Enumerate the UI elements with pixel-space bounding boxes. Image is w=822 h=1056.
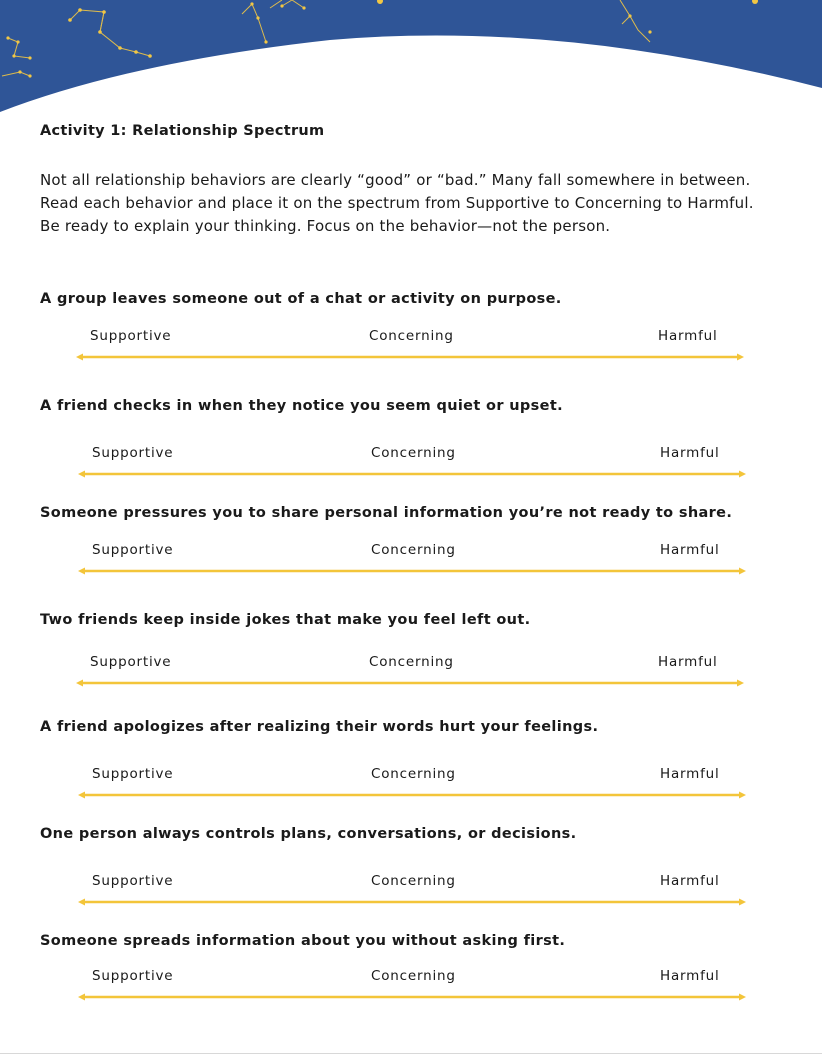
header-banner xyxy=(0,0,822,130)
label-harmful: Harmful xyxy=(658,328,718,344)
label-supportive: Supportive xyxy=(92,445,174,461)
behavior-statement: Someone pressures you to share personal information you’re not ready to share. xyxy=(40,505,733,521)
label-harmful: Harmful xyxy=(660,873,720,889)
behavior-statement: A friend apologizes after realizing their words hurt your feelings. xyxy=(40,719,599,735)
spectrum-arrow[interactable] xyxy=(78,789,746,801)
label-concerning: Concerning xyxy=(371,766,456,782)
page-bottom-divider xyxy=(0,1053,822,1054)
label-supportive: Supportive xyxy=(90,328,172,344)
label-supportive: Supportive xyxy=(92,873,174,889)
behavior-statement: One person always controls plans, conversations, or decisions. xyxy=(40,826,577,842)
spectrum-arrow[interactable] xyxy=(76,677,744,689)
banner-shape xyxy=(0,0,822,112)
label-harmful: Harmful xyxy=(660,766,720,782)
label-concerning: Concerning xyxy=(369,328,454,344)
label-harmful: Harmful xyxy=(660,968,720,984)
activity-title: Activity 1: Relationship Spectrum xyxy=(40,123,325,139)
intro-line: Read each behavior and place it on the spectrum from Supportive to Concerning to Harmful. xyxy=(40,194,754,212)
label-concerning: Concerning xyxy=(371,445,456,461)
label-concerning: Concerning xyxy=(371,873,456,889)
label-concerning: Concerning xyxy=(371,542,456,558)
label-harmful: Harmful xyxy=(660,445,720,461)
spectrum-arrow[interactable] xyxy=(78,896,746,908)
behavior-statement: Someone spreads information about you without asking first. xyxy=(40,933,566,949)
label-concerning: Concerning xyxy=(371,968,456,984)
intro-paragraph xyxy=(40,169,800,238)
intro-line: Not all relationship behaviors are clearly “good” or “bad.” Many fall somewhere in between. xyxy=(40,171,751,189)
spectrum-arrow[interactable] xyxy=(78,565,746,577)
label-supportive: Supportive xyxy=(92,542,174,558)
label-concerning: Concerning xyxy=(369,654,454,670)
label-harmful: Harmful xyxy=(658,654,718,670)
label-supportive: Supportive xyxy=(92,968,174,984)
behavior-statement: A group leaves someone out of a chat or activity on purpose. xyxy=(40,291,562,307)
intro-line: Be ready to explain your thinking. Focus on the behavior—not the person. xyxy=(40,217,611,235)
behavior-statement: Two friends keep inside jokes that make you feel left out. xyxy=(40,612,531,628)
label-harmful: Harmful xyxy=(660,542,720,558)
label-supportive: Supportive xyxy=(92,766,174,782)
spectrum-arrow[interactable] xyxy=(76,351,744,363)
behavior-statement: A friend checks in when they notice you seem quiet or upset. xyxy=(40,398,563,414)
spectrum-arrow[interactable] xyxy=(78,468,746,480)
label-supportive: Supportive xyxy=(90,654,172,670)
spectrum-arrow[interactable] xyxy=(78,991,746,1003)
